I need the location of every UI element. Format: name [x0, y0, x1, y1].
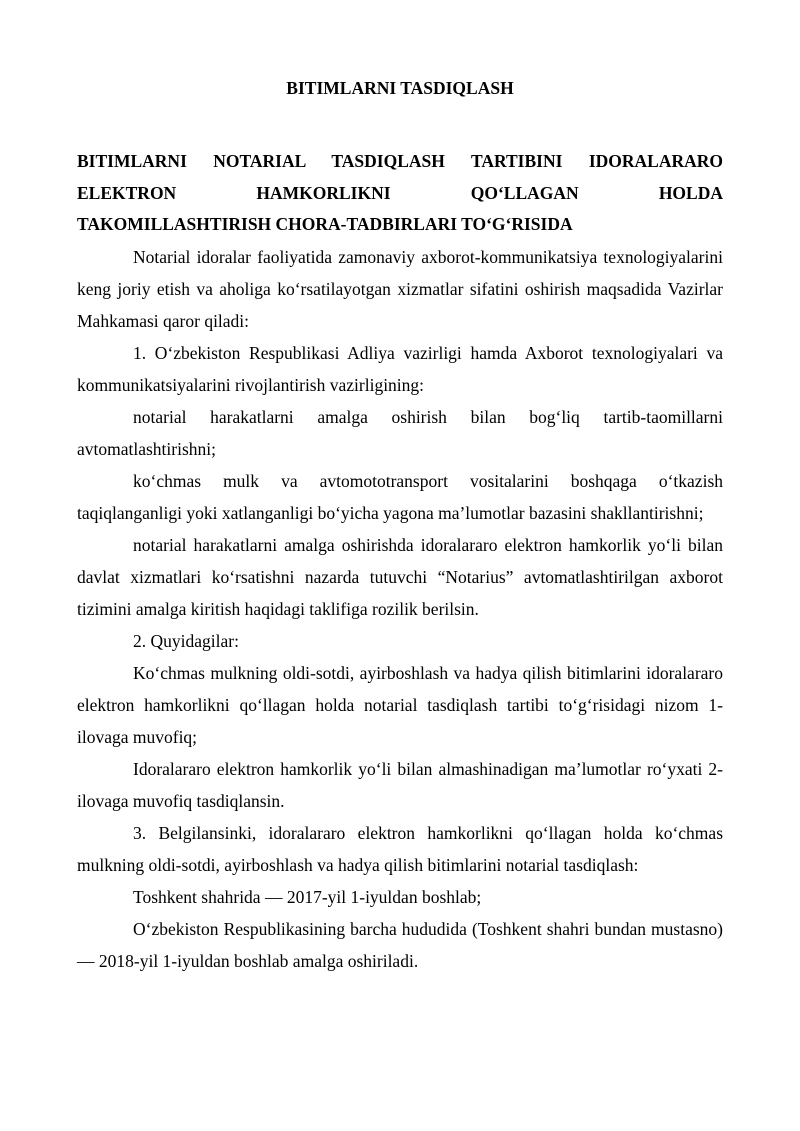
decree-heading-line-3: TAKOMILLASHTIRISH CHORA-TADBIRLARI TO‘G‘RISIDA: [77, 214, 573, 234]
paragraph-item-1-b: ko‘chmas mulk va avtomototransport vositalarini boshqaga o‘tkazish taqiqlanganligi yoki xatlanganligi bo‘yicha yagona ma’lumotlar bazasini shakllantirishni;: [77, 470, 723, 523]
decree-heading-line-2: ELEKTRON HAMKORLIKNI QO‘LLAGAN HOLDA: [77, 182, 723, 203]
paragraph-item-1-a: notarial harakatlarni amalga oshirish bilan bog‘liq tartib-taomillarni avtomatlashtirishni;: [77, 406, 723, 459]
document-title: BITIMLARNI TASDIQLASH: [286, 78, 514, 98]
paragraph-item-2-b: Idoralararo elektron hamkorlik yo‘li bilan almashinadigan ma’lumotlar ro‘yxati 2-ilovaga muvofiq tasdiqlansin.: [77, 758, 723, 811]
paragraph-item-1-c: notarial harakatlarni amalga oshirishda idoralararo elektron hamkorlik yo‘li bilan davlat xizmatlari ko‘rsatishni nazarda tutuvchi “Notarius” avtomatlashtirilgan axborot tizimini amalga kiritish haqidagi taklifiga rozilik berilsin.: [77, 534, 723, 619]
paragraph-item-1: 1. O‘zbekiston Respublikasi Adliya vazirligi hamda Axborot texnologiyalari va kommunikatsiyalarini rivojlantirish vazirligining:: [77, 342, 723, 395]
paragraph-item-3-a: Toshkent shahrida — 2017-yil 1-iyuldan boshlab;: [133, 886, 482, 907]
decree-heading-line-1: BITIMLARNI NOTARIAL TASDIQLASH TARTIBINI IDORALARARO: [77, 151, 723, 171]
paragraph-item-2: 2. Quyidagilar:: [133, 630, 239, 651]
decree-heading: [77, 146, 723, 241]
paragraph-item-2-a: Ko‘chmas mulkning oldi-sotdi, ayirboshlash va hadya qilish bitimlarini idoralararo elektron hamkorlikni qo‘llagan holda notarial tasdiqlash tartibi to‘g‘risidagi nizom 1-ilovaga muvofiq;: [77, 662, 723, 747]
paragraph-preamble: Notarial idoralar faoliyatida zamonaviy axborot-kommunikatsiya texnologiyalarini keng joriy etish va aholiga ko‘rsatilayotgan xizmatlar sifatini oshirish maqsadida Vazirlar Mahkamasi qaror qiladi:: [77, 246, 723, 331]
paragraph-item-3-b: O‘zbekiston Respublikasining barcha hududida (Toshkent shahri bundan mustasno) — 2018-yil 1-iyuldan boshlab amalga oshiriladi.: [77, 918, 723, 971]
paragraph-item-3: 3. Belgilansinki, idoralararo elektron hamkorlikni qo‘llagan holda ko‘chmas mulkning oldi-sotdi, ayirboshlash va hadya qilish bitimlarini notarial tasdiqlash:: [77, 822, 723, 875]
